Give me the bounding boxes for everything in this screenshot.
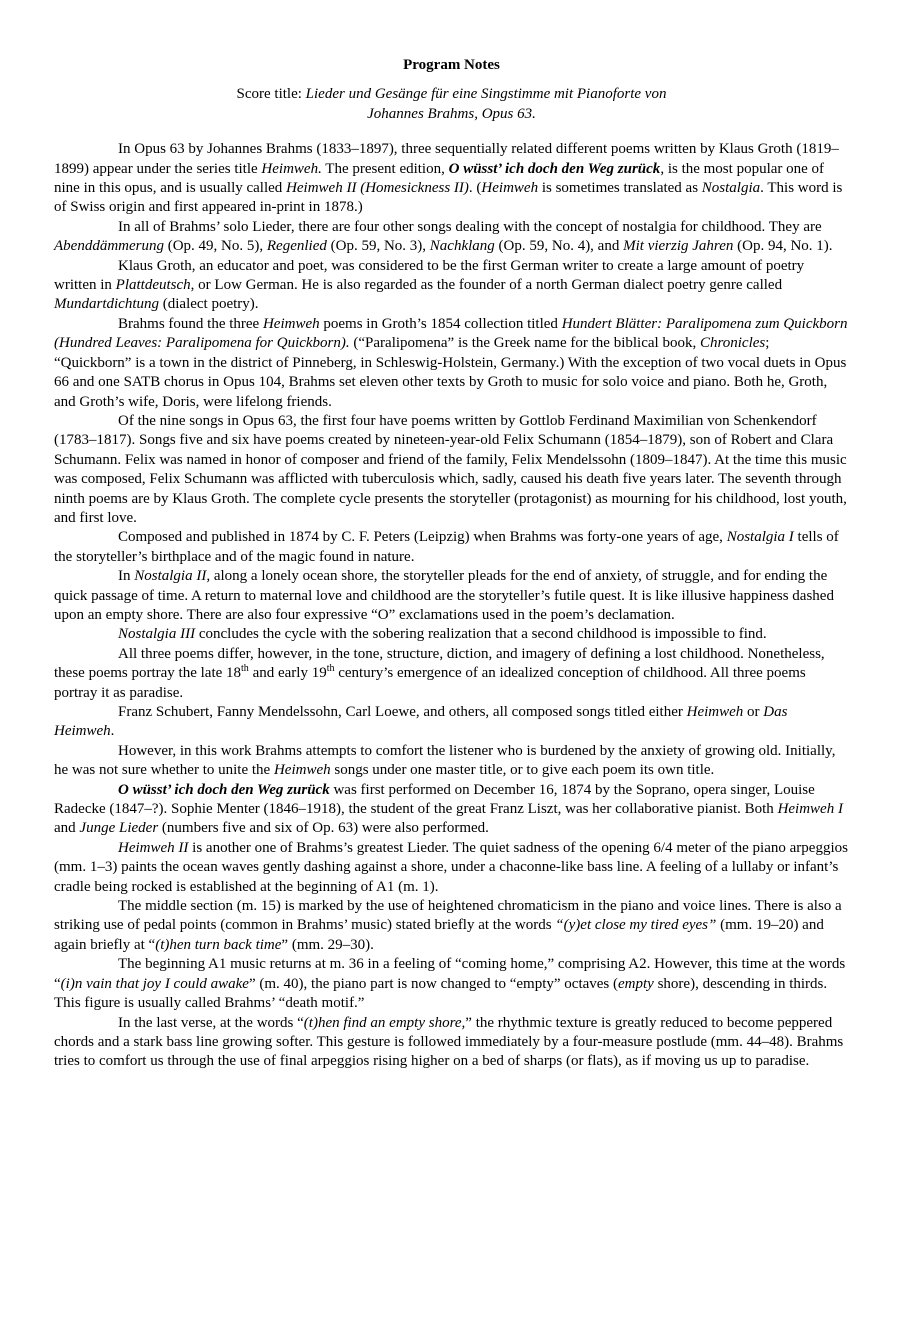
text-run: (Op. 94, No. 1). [733, 238, 833, 255]
text-run: O wüsst’ ich doch den Weg zurück [118, 781, 330, 798]
paragraph [54, 412, 849, 528]
text-run: empty [618, 975, 654, 992]
paragraph [54, 703, 849, 742]
text-run: th [326, 663, 335, 675]
text-run: Heimweh [273, 762, 331, 779]
text-run: (mm. 19–20) and again briefly at “ [54, 917, 824, 953]
score-title-line1: Lieder und Gesänge für eine Singstimme mit Pianoforte von [305, 86, 667, 103]
score-title-line2: Johannes Brahms, Opus 63. [367, 105, 536, 122]
text-run: (t)hen turn back time [155, 936, 282, 953]
paragraph [54, 1014, 849, 1072]
text-run: th [241, 663, 249, 675]
paragraph [54, 839, 849, 897]
text-run: Heimweh [481, 180, 539, 197]
text-run: Abenddämmerung [54, 238, 164, 255]
paragraph [54, 140, 849, 218]
text-run: Heimweh II (Homesickness II) [286, 180, 469, 197]
text-run: Heimweh [686, 704, 744, 720]
text-run: (dialect poetry). [159, 296, 259, 313]
text-run: Heimweh I [777, 801, 843, 818]
text-run: , is the most popular one of nine in this opus, and is usually called [54, 160, 825, 197]
text-run: century’s emergence of an idealized conception of childhood. All three poems portray it as paradise. [54, 665, 806, 701]
text-run: (numbers five and six of Op. 63) were also performed. [158, 820, 489, 837]
paragraph [54, 315, 849, 412]
text-run: Chronicles [699, 335, 766, 352]
paragraph [54, 645, 849, 703]
text-run: Nachklang [429, 238, 495, 255]
text-run: Nostalgia II, [134, 568, 211, 585]
page-title: Program Notes [403, 57, 500, 73]
text-run: Klaus Groth, an educator and poet, was considered to be the first German writer to create a large amount of poetry written in [54, 257, 805, 294]
body-text [54, 140, 849, 1072]
text-run: (t)hen find an empty shore, [303, 1014, 466, 1031]
text-run: (Op. 59, No. 4), and [494, 238, 624, 255]
paragraph [54, 781, 849, 839]
text-run: ” the rhythmic texture is greatly reduced to become peppered chords and a stark bass line growing softer. This gesture is followed immediately by a four-measure postlude (mm. 44–48). Brahms tries to comfort us through the use of final arpeggios rising higher on a bed of sharps (or flats), as if moving us up to paradise. [54, 1014, 844, 1070]
text-run: and [54, 820, 80, 837]
paragraph [54, 625, 849, 644]
paragraph [54, 955, 849, 1013]
text-run: All three poems differ, however, in the tone, structure, diction, and imagery of defining a lost childhood. Nonetheless, these poems portray the late 18 [54, 645, 825, 682]
text-run: shore), descending in thirds. This figure is usually called Brahms’ “death motif.” [54, 975, 828, 1012]
text-run: ” (m. 40), the piano part is now changed to “empty” octaves ( [248, 975, 619, 992]
text-run: Brahms found the three [118, 315, 263, 332]
paragraph [54, 528, 849, 567]
text-run: poems in Groth’s 1854 collection titled [319, 315, 562, 332]
text-run: Heimweh II [118, 839, 189, 856]
score-title-label: Score title: [236, 86, 306, 103]
text-run: and early 19 [248, 665, 327, 682]
text-run: Heimweh. [261, 160, 322, 177]
text-run: Of the nine songs in Opus 63, the first four have poems written by Gottlob Ferdinand Maximilian von Schenkendorf (1783–1817). Songs five and six have poems created by nineteen-year-old Felix Schumann (1854–1879), son of Robert and Clara Schumann. Felix was named in honor of composer and friend of the family, Felix Mendelssohn (1809–1847). At the time this music was composed, Felix Schumann was afflicted with tuberculosis which, sadly, caused his death five years later. The seventh through ninth poems are by Klaus Groth. The complete cycle presents the storyteller (protagonist) as mourning for his childhood, lost youth, and first love. [54, 412, 847, 526]
text-run: . This word is of Swiss origin and first appeared in-print in 1878.) [54, 180, 843, 216]
text-run: However, in this work Brahms attempts to comfort the listener who is burdened by the anxiety of growing old. Initially, he was not sure whether to unite the [54, 742, 836, 779]
score-title [54, 85, 849, 124]
text-run: ; “Quickborn” is a town in the district of Pinneberg, in Schleswig-Holstein, Germany.) With the exception of two vocal duets in Opus 66 and one SATB chorus in Opus 104, Brahms set eleven other texts by Groth to music for solo voice and piano. Both he, Groth, and Groth’s wife, Doris, were lifelong friends. [54, 335, 847, 410]
text-run: Das Heimweh [54, 704, 788, 740]
text-run: was first performed on December 16, 1874 by the Soprano, opera singer, Louise Radecke (1847–?). Sophie Menter (1846–1918), the student of the great Franz Liszt, was her collaborative pianist. Both [54, 781, 815, 818]
text-run: (Op. 59, No. 3), [326, 238, 430, 255]
paragraph [54, 218, 849, 257]
text-run: In Opus 63 by Johannes Brahms (1833–1897), three sequentially related different poems written by Klaus Groth (1819–1899) appear under the series title [54, 141, 839, 177]
text-run: Composed and published in 1874 by C. F. Peters (Leipzig) when Brahms was forty-one years of age, [118, 529, 727, 546]
text-run: songs under one master title, or to give each poem its own title. [330, 762, 715, 779]
text-run: is another one of Brahms’s greatest Lieder. The quiet sadness of the opening 6/4 meter of the piano arpeggios (mm. 1–3) paints the ocean waves gently dashing against a shore, under a chaconne-like bass line. A feeling of a lullaby or infant’s cradle being rocked is established at the beginning of A1 (m. 1). [54, 839, 848, 895]
text-run: The middle section (m. 15) is marked by the use of heightened chromaticism in the piano and voice lines. There is also a striking use of pedal points (common in Brahms’ music) stated briefly at the words [54, 898, 842, 934]
text-run: (i)n vain that joy I could awake [60, 975, 249, 992]
text-run: O wüsst’ ich doch den Weg zurück [448, 160, 661, 177]
text-run: Franz Schubert, Fanny Mendelssohn, Carl Loewe, and others, all composed songs titled either [118, 704, 687, 720]
text-run: , or Low German. He is also regarded as the founder of a north German dialect poetry genre called [190, 277, 783, 294]
text-run: concludes the cycle with the sobering realization that a second childhood is impossible to find. [195, 626, 767, 643]
text-run: (“Paralipomena” is the Greek name for the biblical book, [349, 335, 700, 352]
paragraph [54, 742, 849, 781]
text-run: Nostalgia III [118, 626, 196, 643]
paragraph [54, 897, 849, 955]
text-run: Mundartdichtung [54, 296, 159, 313]
text-run: The beginning A1 music returns at m. 36 in a feeling of “coming home,” comprising A2. However, this time at the words “ [54, 956, 846, 992]
text-run: In [118, 568, 135, 585]
text-run: (Op. 49, No. 5), [163, 238, 267, 255]
text-run: or [743, 704, 764, 720]
text-run: is sometimes translated as [538, 180, 702, 197]
text-run: Hundert Blätter: Paralipomena zum Quickborn (Hundred Leaves: Paralipomena for Quickborn). [54, 315, 848, 352]
text-run: In all of Brahms’ solo Lieder, there are four other songs dealing with the concept of nostalgia for childhood. They are [118, 218, 822, 235]
text-run: . ( [468, 180, 482, 197]
text-run: along a lonely ocean shore, the storyteller pleads for the end of anxiety, of struggle, and for ending the quick passage of time. A return to maternal love and childhood are the storyteller’s futile quest. It is like illusive happiness dashed upon an empty shore. There are also four expressive “O” exclamations used in the poem’s declamation. [54, 568, 834, 623]
paragraph [54, 257, 849, 315]
text-run: ” (mm. 29–30). [281, 936, 374, 953]
text-run: “(y)et close my tired eyes” [555, 917, 717, 934]
text-run: Nostalgia I [726, 529, 794, 546]
text-run: Plattdeutsch [115, 277, 191, 294]
text-run: tells of the storyteller’s birthplace and of the magic found in nature. [54, 529, 839, 565]
text-run: Mit vierzig Jahren [623, 238, 734, 255]
paragraph [54, 567, 849, 625]
text-run: . [110, 723, 115, 740]
text-run: Heimweh [262, 315, 320, 332]
text-run: Regenlied [266, 238, 327, 255]
text-run: Junge Lieder [79, 820, 159, 837]
text-run: The present edition, [321, 160, 449, 177]
text-run: Nostalgia [701, 180, 761, 197]
text-run: In the last verse, at the words “ [118, 1014, 304, 1031]
document-page [54, 56, 849, 1072]
